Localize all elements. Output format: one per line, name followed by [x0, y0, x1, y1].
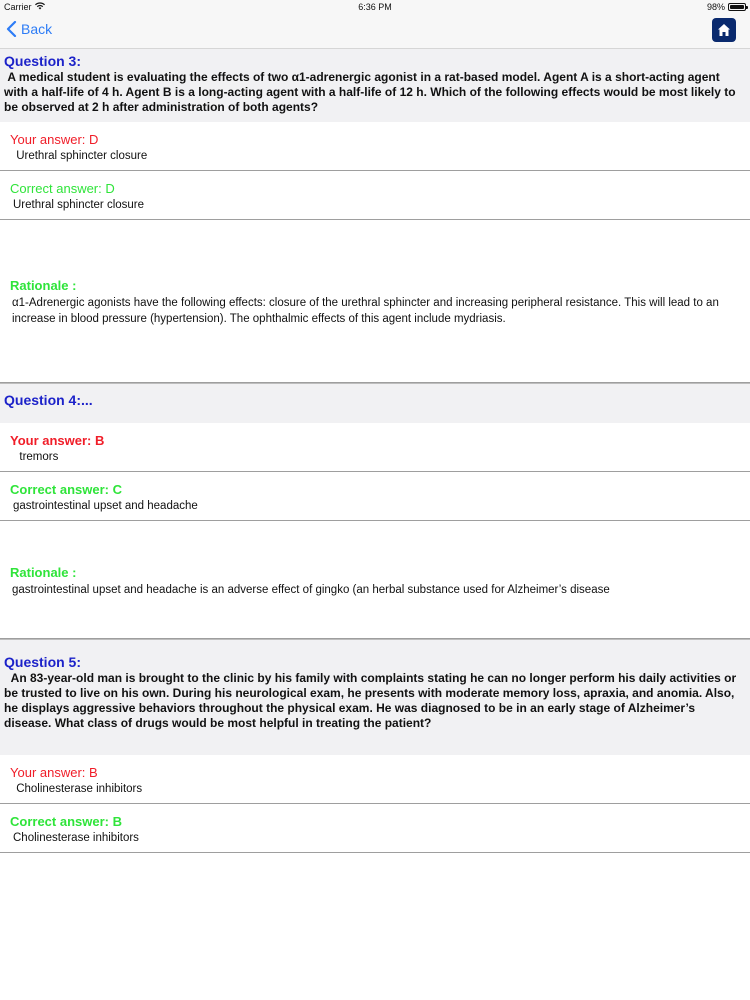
your-answer-label: Your answer: D [10, 132, 99, 147]
correct-answer-value: gastrointestinal upset and headache [13, 500, 198, 512]
correct-answer [0, 804, 750, 853]
question-text: An 83-year-old man is brought to the clinic by his family with complaints stating he can no longer perform his daily activities or be trusted to live on his own. During his neurological exam, he presents with moderate memory loss, apraxia, and anomia. Also, he displays aggressive behaviors throughout the physical exam. He was diagnosed to be in an early stage of Alzheimer’s disease. What class of drugs would be most helpful in treating the patient? [4, 671, 737, 730]
navigation-bar [0, 14, 750, 49]
battery-icon [728, 3, 746, 11]
rationale-text: α1-Adrenergic agonists have the following effects: closure of the urethral sphincter and increasing peripheral resistance. This will lead to an increase in blood pressure (hypertension). The ophthalmic effects of this agent include mydriasis. [12, 297, 719, 325]
rationale-title: Rationale : [10, 278, 77, 293]
question-header [0, 383, 750, 423]
battery-percent: 98% [706, 2, 725, 12]
status-bar [0, 0, 750, 14]
correct-answer-value: Urethral sphincter closure [13, 199, 145, 211]
battery-status [707, 2, 746, 12]
correct-answer-label: Correct answer: C [10, 482, 122, 497]
your-answer [0, 423, 750, 472]
correct-answer-label: Correct answer: B [10, 814, 122, 829]
rationale-section [0, 521, 750, 639]
question-title: Question 5: [4, 654, 82, 670]
correct-answer [0, 171, 750, 220]
your-answer-value: Urethral sphincter closure [13, 150, 148, 162]
rationale-title: Rationale : [10, 565, 77, 580]
status-time: 6:36 PM [358, 2, 392, 12]
home-icon [717, 23, 731, 37]
question-header [0, 49, 750, 122]
your-answer [0, 755, 750, 804]
back-button[interactable] [6, 21, 52, 37]
your-answer-label: Your answer: B [10, 765, 98, 780]
question-text: A medical student is evaluating the effects of two α1-adrenergic agonist in a rat-based model. Agent A is a short-acting agent with a half-life of 4 h. Agent B is a long-acting agent with a half-life of 12 h. Which of the following effects would be most likely to be observed at 2 h after administration of both agents? [4, 70, 736, 114]
your-answer-label: Your answer: B [10, 433, 105, 448]
correct-answer [0, 472, 750, 521]
question-title: Question 3: [4, 53, 82, 69]
rationale-text: gastrointestinal upset and headache is an adverse effect of gingko (an herbal substance used for Alzheimer’s disease [12, 584, 610, 596]
rationale-section [0, 220, 750, 383]
home-button[interactable] [712, 18, 736, 42]
your-answer-value: Cholinesterase inhibitors [13, 783, 143, 795]
your-answer [0, 122, 750, 171]
question-header [0, 639, 750, 755]
question-title: Question 4:... [4, 392, 93, 408]
carrier-label: Carrier [4, 2, 32, 12]
back-label: Back [21, 21, 53, 37]
correct-answer-value: Cholinesterase inhibitors [13, 832, 139, 844]
your-answer-value: tremors [13, 451, 59, 463]
chevron-left-icon [6, 21, 17, 37]
results-list [0, 49, 750, 853]
correct-answer-label: Correct answer: D [10, 181, 115, 196]
